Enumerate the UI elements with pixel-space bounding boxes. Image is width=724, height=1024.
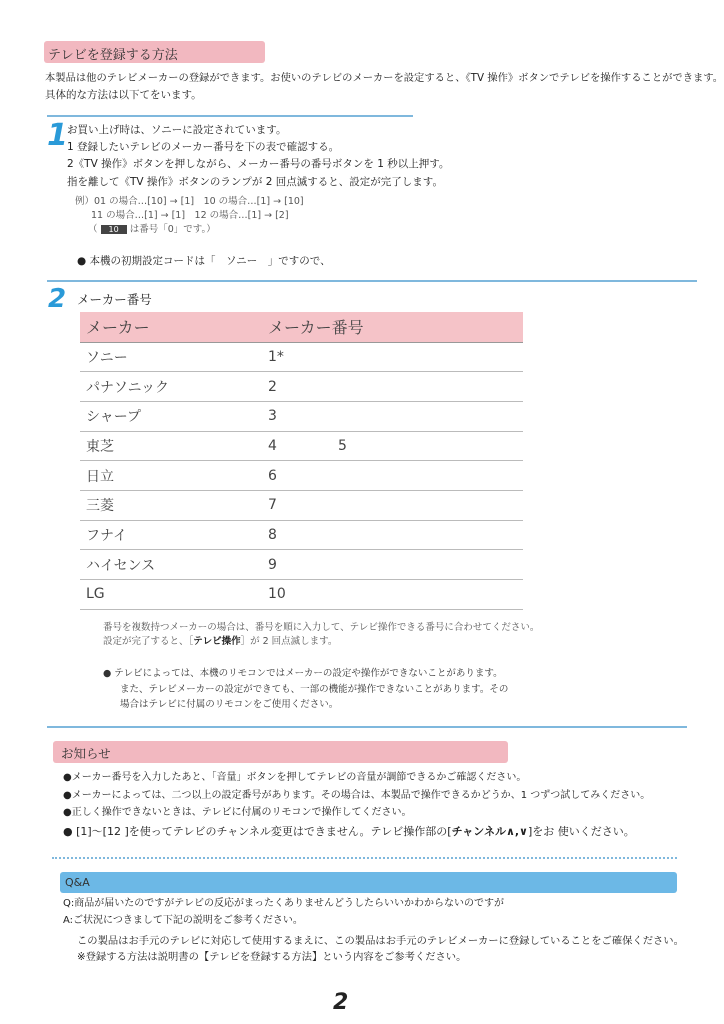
table-row [80, 490, 523, 520]
table-row [80, 342, 523, 372]
notice-item: ●メーカーによっては、二つ以上の設定番号があります。その場合は、本製品で操作できるかどうか、1 つずつ試してみください。 [63, 790, 651, 801]
table-row [80, 520, 523, 550]
maker-cell: ソニー [80, 342, 262, 372]
maker-cell: 日立 [80, 461, 262, 491]
divider [47, 726, 687, 728]
alt-code-cell [332, 520, 523, 550]
maker-cell: 三菱 [80, 490, 262, 520]
notice-text: ● [1]～[12 ]を使ってテレビのチャンネル変更はできません。テレビ操作部の[ [63, 825, 452, 838]
table-row [80, 461, 523, 491]
table-row [80, 431, 523, 461]
notice-item: ●正しく操作できないときは、テレビに付属のリモコンで操作してください。 [63, 807, 412, 818]
bullet-text: 本機の初期設定コードは「 ソニー 」ですので、 [89, 255, 331, 267]
caution-line: また、テレビメーカーの設定ができても、一部の機能が操作できないことがあります。その [120, 684, 509, 695]
alt-code-cell [332, 461, 523, 491]
table-row [80, 401, 523, 431]
code-cell: 9 [262, 550, 332, 580]
alt-code-cell [332, 342, 523, 372]
qa-title: Q&A [65, 876, 90, 889]
step1-line: お買い上げ時は、ソニーに設定されています。 [67, 124, 287, 136]
note-text: 設定が完了すると、［ [103, 636, 194, 647]
note-line: 番号を複数持つメーカーの場合は、番号を順に入力して、テレビ操作できる番号に合わせてください。 [103, 622, 540, 633]
qa-title-box [60, 872, 677, 893]
key-10-badge: 10 [101, 225, 127, 234]
key-note [88, 223, 216, 236]
note-text: ］が 2 回点滅します。 [240, 636, 338, 647]
bullet-icon: ● [77, 255, 90, 267]
notice-item: ●メーカー番号を入力したあと、「音量」ボタンを押してテレビの音量が調節できるかご確認ください。 [63, 772, 527, 783]
code-cell: 8 [262, 520, 332, 550]
notice-bold: チャンネル∧,∨ [451, 825, 528, 838]
code-cell: 1* [262, 342, 332, 372]
maker-cell: LG [80, 580, 262, 610]
maker-cell: パナソニック [80, 372, 262, 402]
key-note-text: は番号「0」です。） [129, 224, 216, 235]
table-row [80, 580, 523, 610]
code-cell: 2 [262, 372, 332, 402]
step2-title: メーカー番号 [77, 292, 152, 307]
step1-line: 2《TV 操作》ボタンを押しながら、メーカー番号の番号ボタンを 1 秒以上押す。 [67, 158, 450, 170]
alt-code-cell [332, 372, 523, 402]
qa-answer: A:ご状況につきまして下記の説明をご参考ください。 [63, 915, 303, 926]
step-number: 2 [48, 284, 67, 314]
qa-question: Q:商品が届いたのですがテレビの反応がまったくありませんどうしたらいいかわからないのですが [63, 898, 505, 909]
code-cell: 10 [262, 580, 332, 610]
code-cell: 6 [262, 461, 332, 491]
header-code: メーカー番号 [262, 312, 523, 342]
alt-code-cell [332, 490, 523, 520]
divider [47, 115, 413, 117]
note-line [103, 635, 337, 648]
alt-code-cell [332, 550, 523, 580]
intro-line: 本製品は他のテレビメーカーの登録ができます。お使いのテレビのメーカーを設定すると、《TV 操作》ボタンでテレビを操作することができます。 [45, 72, 724, 84]
section-title: テレビを登録する方法 [48, 48, 178, 63]
step-number: 1 [47, 118, 68, 153]
caution-line: ● テレビによっては、本機のリモコンではメーカーの設定や操作ができないことがあります。 [103, 668, 503, 679]
table-row [80, 372, 523, 402]
header-maker: メーカー [80, 312, 262, 342]
example-line: 例）01 の場合…[10] → [1] 10 の場合…[1] → [10] [75, 196, 304, 207]
code-cell: 4 [262, 431, 332, 461]
alt-code-cell [332, 401, 523, 431]
maker-cell: 東芝 [80, 431, 262, 461]
note-bold: テレビ操作 [193, 636, 241, 647]
maker-cell: フナイ [80, 520, 262, 550]
page-number: 2 [333, 990, 349, 1015]
notice-text: ]をお 使いください。 [528, 825, 635, 838]
dotted-divider [52, 857, 677, 859]
caution-line: 場合はテレビに付属のリモコンをご使用ください。 [120, 699, 339, 710]
intro-line: 具体的な方法は以下てをいます。 [45, 89, 202, 101]
code-cell: 7 [262, 490, 332, 520]
qa-body: この製品はお手元のテレビに対応して使用するまえに、この製品はお手元のテレビメーカーに登録していることをご確保ください。 [77, 935, 684, 947]
key-note-open: （ [88, 224, 98, 235]
qa-body: ※登録する方法は説明書の【テレビを登録する方法】という内容をご参考ください。 [77, 951, 467, 963]
notice-title: お知らせ [61, 746, 111, 761]
table-row [80, 550, 523, 580]
maker-cell: ハイセンス [80, 550, 262, 580]
step1-line: 指を離して《TV 操作》ボタンのランプが 2 回点滅すると、設定が完了します。 [67, 176, 443, 188]
code-cell: 3 [262, 401, 332, 431]
example-line: 11 の場合…[1] → [1] 12 の場合…[1] → [2] [91, 210, 289, 221]
alt-code-cell: 5 [332, 431, 523, 461]
alt-code-cell [332, 580, 523, 610]
step1-line: 1 登録したいテレビのメーカー番号を下の表で確認する。 [67, 141, 340, 153]
table-header [80, 312, 523, 342]
notice-item [63, 823, 635, 839]
divider [47, 280, 697, 282]
notice-title-box [53, 741, 508, 763]
maker-code-table [80, 312, 523, 610]
maker-cell: シャープ [80, 401, 262, 431]
default-code-bullet [77, 254, 331, 268]
